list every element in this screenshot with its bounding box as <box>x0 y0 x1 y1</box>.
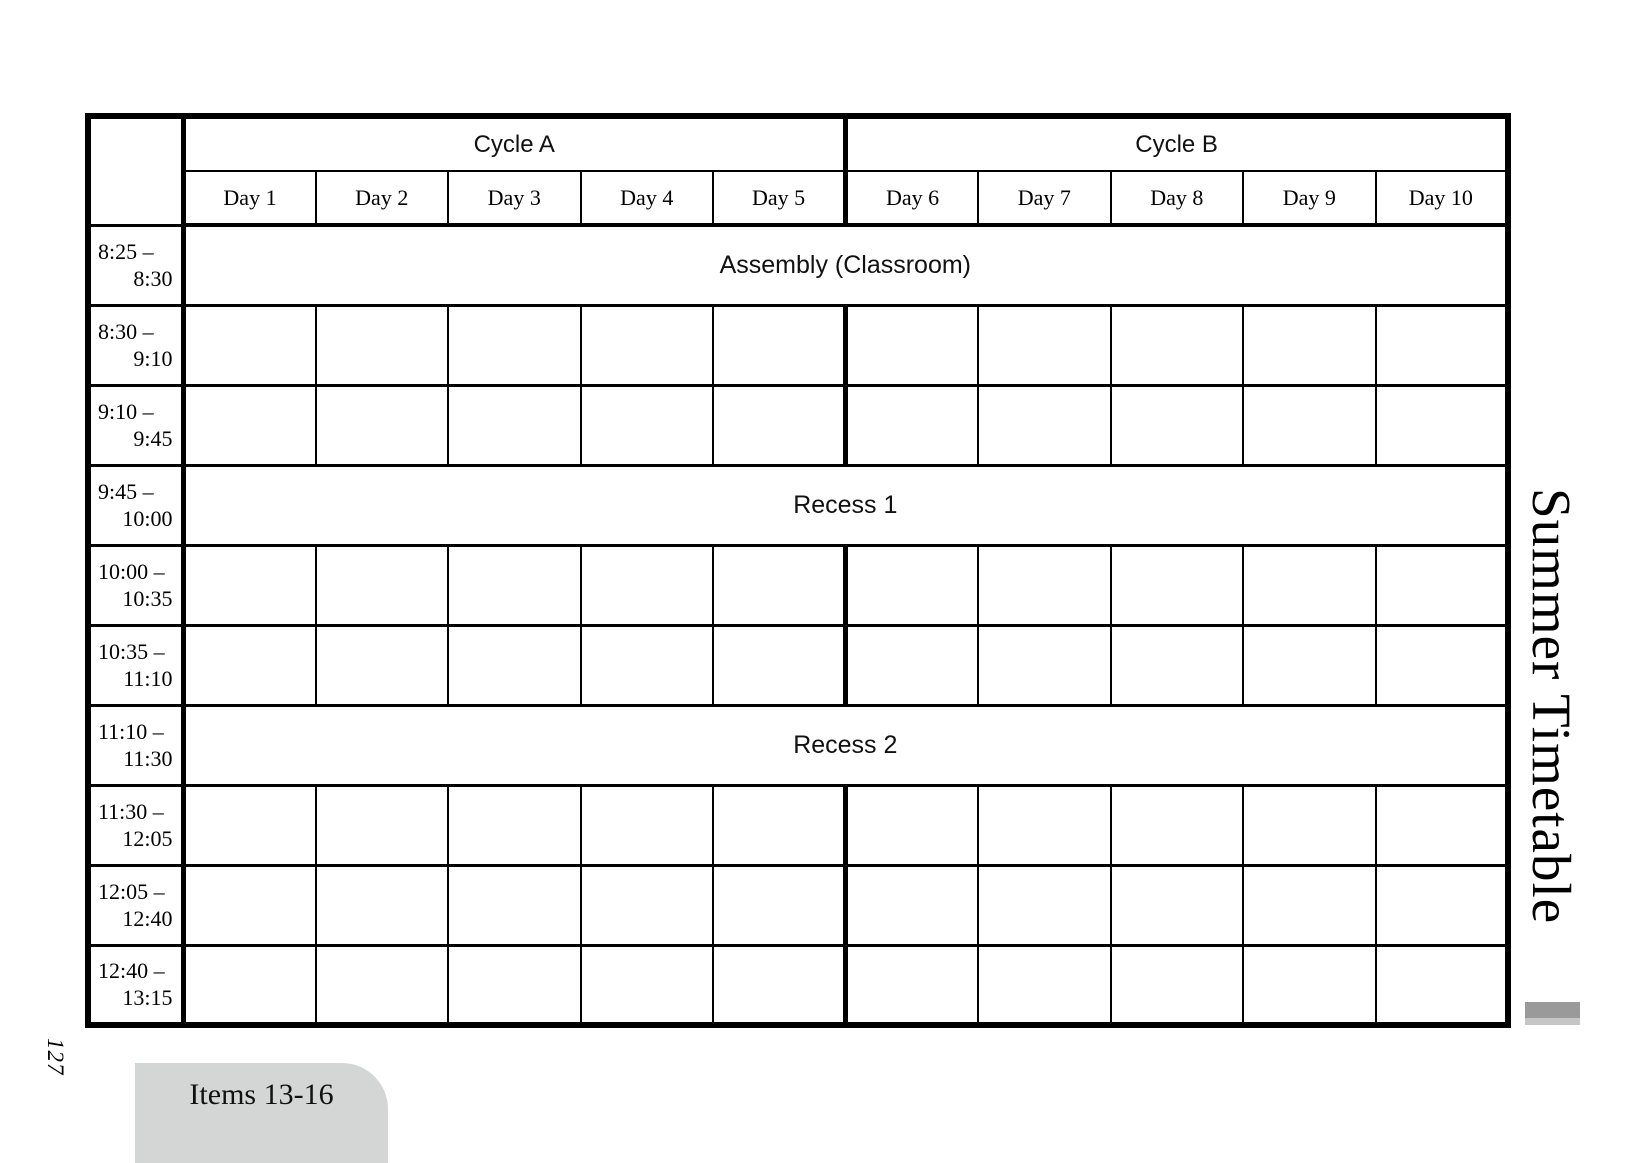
time-start: 11:30 – <box>98 799 164 824</box>
timetable-cell <box>978 865 1111 945</box>
cycle-header-row <box>88 116 1508 171</box>
timetable-cell <box>316 865 449 945</box>
time-end: 10:00 <box>122 506 173 531</box>
timetable-cell <box>978 305 1111 385</box>
row-1035-1110 <box>88 625 1508 705</box>
timetable-cell <box>183 945 316 1025</box>
timetable-cell <box>183 785 316 865</box>
timetable-cell <box>1243 625 1376 705</box>
timetable-cell <box>581 305 714 385</box>
timetable-cell <box>448 305 581 385</box>
row-recess-2 <box>88 705 1508 785</box>
cycle-a-header: Cycle A <box>183 116 846 171</box>
timetable-cell <box>1376 865 1509 945</box>
timetable-cell <box>978 785 1111 865</box>
time-end: 8:30 <box>133 266 173 291</box>
time-end: 12:40 <box>122 906 173 931</box>
timetable-cell <box>183 625 316 705</box>
timetable-cell <box>581 865 714 945</box>
time-end: 11:30 <box>123 746 173 771</box>
day-header-10: Day 10 <box>1376 171 1509 225</box>
time-cell <box>88 385 183 465</box>
timetable-cell <box>1111 865 1244 945</box>
timetable-cell <box>448 545 581 625</box>
timetable-cell <box>1111 545 1244 625</box>
day-header-1: Day 1 <box>183 171 316 225</box>
day-header-6: Day 6 <box>846 171 979 225</box>
timetable-cell <box>448 945 581 1025</box>
time-start: 8:25 – <box>98 239 154 264</box>
timetable-cell <box>1243 785 1376 865</box>
timetable-cell <box>581 625 714 705</box>
timetable-cell <box>183 385 316 465</box>
timetable-cell <box>978 545 1111 625</box>
timetable-cell <box>1111 305 1244 385</box>
day-header-7: Day 7 <box>978 171 1111 225</box>
timetable-cell <box>448 625 581 705</box>
timetable-cell <box>978 385 1111 465</box>
timetable-cell <box>1243 305 1376 385</box>
timetable-cell <box>1376 545 1509 625</box>
timetable-cell <box>183 305 316 385</box>
merged-cell-recess-2: Recess 2 <box>183 705 1508 785</box>
timetable-cell <box>1376 625 1509 705</box>
page-number: 127 <box>43 1038 68 1076</box>
timetable-cell <box>1376 385 1509 465</box>
items-tab-label: Items 13-16 <box>189 1078 334 1111</box>
sidebar-tab-marker <box>1525 1002 1580 1025</box>
timetable-cell <box>448 865 581 945</box>
time-cell <box>88 865 183 945</box>
timetable-cell <box>1243 385 1376 465</box>
timetable-cell <box>846 865 979 945</box>
time-cell <box>88 465 183 545</box>
time-cell <box>88 625 183 705</box>
timetable-cell <box>1376 945 1509 1025</box>
timetable-cell <box>448 385 581 465</box>
timetable-cell <box>316 945 449 1025</box>
timetable-cell <box>581 545 714 625</box>
timetable-cell <box>846 785 979 865</box>
timetable-cell <box>1376 785 1509 865</box>
timetable-cell <box>581 945 714 1025</box>
timetable-cell <box>316 305 449 385</box>
time-start: 8:30 – <box>98 319 154 344</box>
timetable-cell <box>316 625 449 705</box>
time-cell <box>88 305 183 385</box>
time-cell <box>88 545 183 625</box>
row-recess-1 <box>88 465 1508 545</box>
timetable-cell <box>1243 545 1376 625</box>
row-1205-1240 <box>88 865 1508 945</box>
day-header-2: Day 2 <box>316 171 449 225</box>
timetable-cell <box>1243 945 1376 1025</box>
day-header-4: Day 4 <box>581 171 714 225</box>
timetable-cell <box>316 385 449 465</box>
timetable-cell <box>1243 865 1376 945</box>
time-cell <box>88 945 183 1025</box>
time-start: 11:10 – <box>98 719 164 744</box>
items-tab <box>135 1063 388 1163</box>
time-end: 10:35 <box>122 586 173 611</box>
time-start: 9:10 – <box>98 399 154 424</box>
time-end: 9:10 <box>133 346 173 371</box>
timetable-cell <box>183 545 316 625</box>
timetable-cell <box>846 545 979 625</box>
time-start: 10:00 – <box>98 559 165 584</box>
time-end: 9:45 <box>133 426 173 451</box>
row-1130-1205 <box>88 785 1508 865</box>
time-end: 12:05 <box>122 826 173 851</box>
row-1240-1315 <box>88 945 1508 1025</box>
cycle-b-header: Cycle B <box>846 116 1509 171</box>
row-0910-0945 <box>88 385 1508 465</box>
sidebar-title: Summer Timetable <box>1521 488 1582 925</box>
timetable-cell <box>846 305 979 385</box>
row-0830-0910 <box>88 305 1508 385</box>
time-start: 12:05 – <box>98 879 165 904</box>
timetable-cell <box>846 385 979 465</box>
timetable-cell <box>448 785 581 865</box>
timetable-cell <box>978 625 1111 705</box>
time-cell <box>88 225 183 305</box>
merged-cell-assembly: Assembly (Classroom) <box>183 225 1508 305</box>
time-start: 10:35 – <box>98 639 165 664</box>
time-cell <box>88 705 183 785</box>
timetable-cell <box>581 785 714 865</box>
timetable-cell <box>713 545 846 625</box>
timetable-cell <box>1376 305 1509 385</box>
time-end: 11:10 <box>123 666 173 691</box>
timetable-cell <box>846 945 979 1025</box>
day-header-3: Day 3 <box>448 171 581 225</box>
timetable-cell <box>581 385 714 465</box>
timetable-cell <box>713 305 846 385</box>
timetable-cell <box>713 385 846 465</box>
timetable-cell <box>713 785 846 865</box>
day-header-8: Day 8 <box>1111 171 1244 225</box>
timetable-cell <box>978 945 1111 1025</box>
timetable-cell <box>316 785 449 865</box>
timetable-cell <box>713 945 846 1025</box>
corner-cell <box>88 116 183 225</box>
timetable-cell <box>183 865 316 945</box>
row-assembly <box>88 225 1508 305</box>
timetable-cell <box>846 625 979 705</box>
timetable-cell <box>316 545 449 625</box>
day-header-row <box>88 171 1508 225</box>
row-1000-1035 <box>88 545 1508 625</box>
timetable-cell <box>1111 785 1244 865</box>
timetable-cell <box>1111 625 1244 705</box>
time-start: 12:40 – <box>98 958 165 984</box>
time-start: 9:45 – <box>98 479 154 504</box>
merged-cell-recess-1: Recess 1 <box>183 465 1508 545</box>
time-end: 13:15 <box>122 985 173 1011</box>
timetable-cell <box>1111 385 1244 465</box>
time-cell <box>88 785 183 865</box>
timetable-cell <box>713 625 846 705</box>
timetable-cell <box>1111 945 1244 1025</box>
summer-timetable-table <box>85 113 1511 1028</box>
day-header-5: Day 5 <box>713 171 846 225</box>
day-header-9: Day 9 <box>1243 171 1376 225</box>
timetable-cell <box>713 865 846 945</box>
